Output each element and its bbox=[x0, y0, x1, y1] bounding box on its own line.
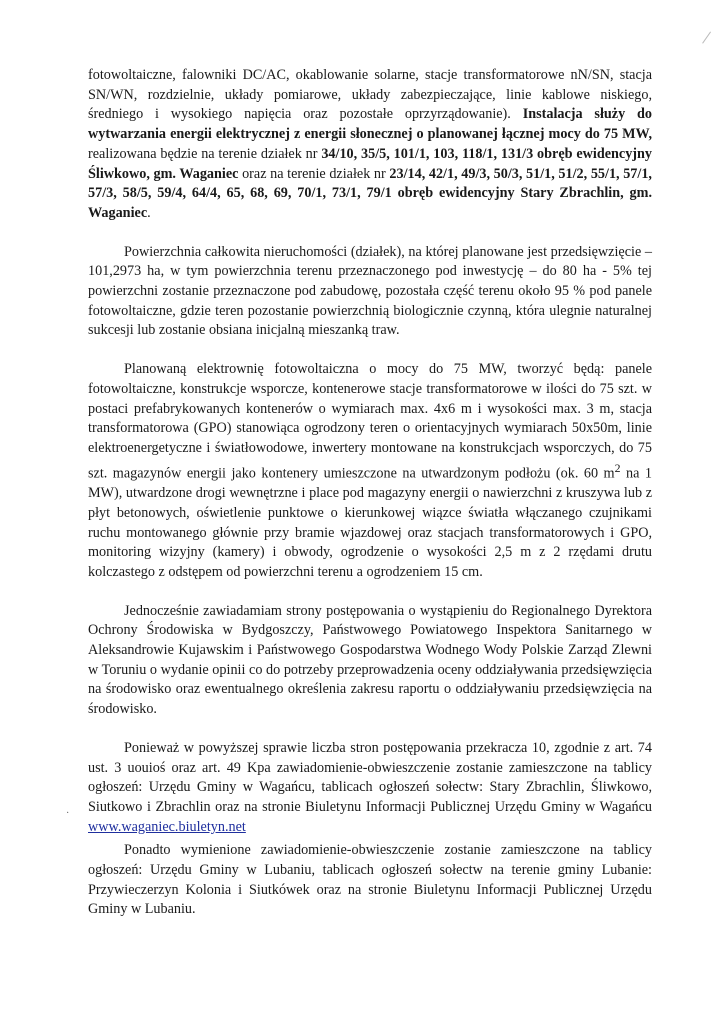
paragraph-installation-components bbox=[88, 66, 652, 224]
bold-installation-power: Instalacja służy do wytwarzania energii elektrycznej z energii słonecznej o planowanej łącznej mocy do 75 MW, bbox=[88, 106, 653, 143]
paragraph-area: Powierzchnia całkowita nieruchomości (działek), na której planowane jest przedsięwzięcie – 101,2973 ha, w tym powierzchnia terenu przeznaczonego pod inwestycję – do 80 ha - 5% tej powierzchni zostanie przeznaczone pod zabudowę, pozostała część terenu około 95 % pod panele fotowoltaiczne, gdzie teren pozostanie powierzchnią biologicznie czynną, która ulegnie naturalnej sukcesji lub zostanie obsiana inicjalną mieszanką traw. bbox=[88, 243, 652, 339]
text: fotowoltaiczne, falowniki DC/AC, okablowanie solarne, stacje transformatorowe nN/SN, stacja SN/WN, rozdzielnie, układy pomiarowe, układy zabezpieczające, linie kablowe niskiego, średniego i wysokiego napięcia oraz pozostałe oprzyrządowanie). bbox=[88, 67, 652, 123]
bold-plots-stary-zbrachlin: 23/14, 42/1, 49/3, 50/3, 51/1, 51/2, 55/1, 57/1, 57/3, 58/5, 59/4, 64/4, 65, 68, 69, 70/1, 73/1, 79/1 obręb ewidencyjny Stary Zbrachlin, gm. Waganiec bbox=[88, 165, 652, 221]
text: . bbox=[147, 204, 151, 221]
text: na 1 MW), utwardzone drogi wewnętrzne i place pod magazyny energii o nawierzchni z kruszywa lub z płyt betonowych, oświetlenie punktowe o kierunkowej wiązce światła włączanego czujnikami ruchu montowanego głównie przy bramie wjazdowej oraz stacjach transformatorowych i GPO, monitoring wizyjny (kamery) i obwody, ogrodzenie o wysokości 2,5 m z 2 rzędami drutu kolczastego z odstępem od powierzchni terenu a ogrodzeniem 15 cm. bbox=[88, 465, 652, 580]
paragraph-plant-components bbox=[88, 360, 652, 582]
text: oraz na terenie działek nr bbox=[238, 165, 390, 182]
superscript: 2 bbox=[614, 460, 621, 475]
bip-link[interactable]: www.waganiec.biuletyn.net bbox=[88, 818, 246, 835]
text: Ponieważ w powyższej sprawie liczba stron postępowania przekracza 10, zgodnie z art. 74 ust. 3 uouioś oraz art. 49 Kpa zawiadomienie-obwieszczenie zostanie zamieszczone na tablicy ogłoszeń: Urzędu Gminy w Wagańcu, tablicach ogłoszeń sołectw: Stary Zbrachlin, Śliwkowo, Siutkowo i Zbrachlin oraz na stronie Biuletynu Informacji Publicznej Urzędu Gminy w Wagańcu bbox=[88, 739, 652, 815]
bold-plots-sliwkowo: 34/10, 35/5, 101/1, 103, 118/1, 131/3 obręb ewidencyjny Śliwkowo, gm. Waganiec bbox=[88, 145, 652, 182]
corner-pen-mark bbox=[702, 32, 721, 51]
paragraph-publication-lubanie: Ponadto wymienione zawiadomienie-obwieszczenie zostanie zamieszczone na tablicy ogłoszeń: Urzędu Gminy w Lubaniu, tablicach ogłoszeń sołectw na terenie gminy Lubanie: Przywieczerzyn Kolonia i Siutkówek oraz na stronie Biuletynu Informacji Publicznej Urzędu Gminy w Lubaniu. bbox=[88, 842, 652, 918]
paragraph-notification: Jednocześnie zawiadamiam strony postępowania o wystąpieniu do Regionalnego Dyrektora Ochrony Środowiska w Bydgoszczy, Państwowego Powiatowego Inspektora Sanitarnego w Aleksandrowie Kujawskim i Państwowego Gospodarstwa Wodnego Wody Polskie Zarząd Zlewni w Toruniu o wydanie opinii co do potrzeby przeprowadzenia oceny oddziaływania przedsięwzięcia na środowisko oraz ewentualnego określenia zakresu raportu o oddziaływaniu przedsięwzięcia na środowisko. bbox=[88, 602, 652, 718]
text: Planowaną elektrownię fotowoltaiczna o mocy do 75 MW, tworzyć będą: panele fotowoltaiczne, konstrukcje wsporcze, kontenerowe stacje transformatorowe w ilości do 75 szt. w postaci prefabrykowanych kontenerów o wymiarach max. 4x6 m i wysokości max. 3 m, stacja transformatorowa (GPO) stanowiąca ogrodzony teren o orientacyjnych wymiarach 50x50m, linie elektroenergetyczne i światłowodowe, inwertery montowane na konstrukcjach wsporczych, do 75 szt. magazynów energii jako kontenery umieszczone na utwardzonym podłożu (ok. 60 m bbox=[88, 361, 652, 482]
text: realizowana będzie na terenie działek nr bbox=[88, 145, 322, 162]
margin-dot: · bbox=[66, 808, 70, 819]
paragraph-publication-waganiec bbox=[88, 739, 652, 838]
